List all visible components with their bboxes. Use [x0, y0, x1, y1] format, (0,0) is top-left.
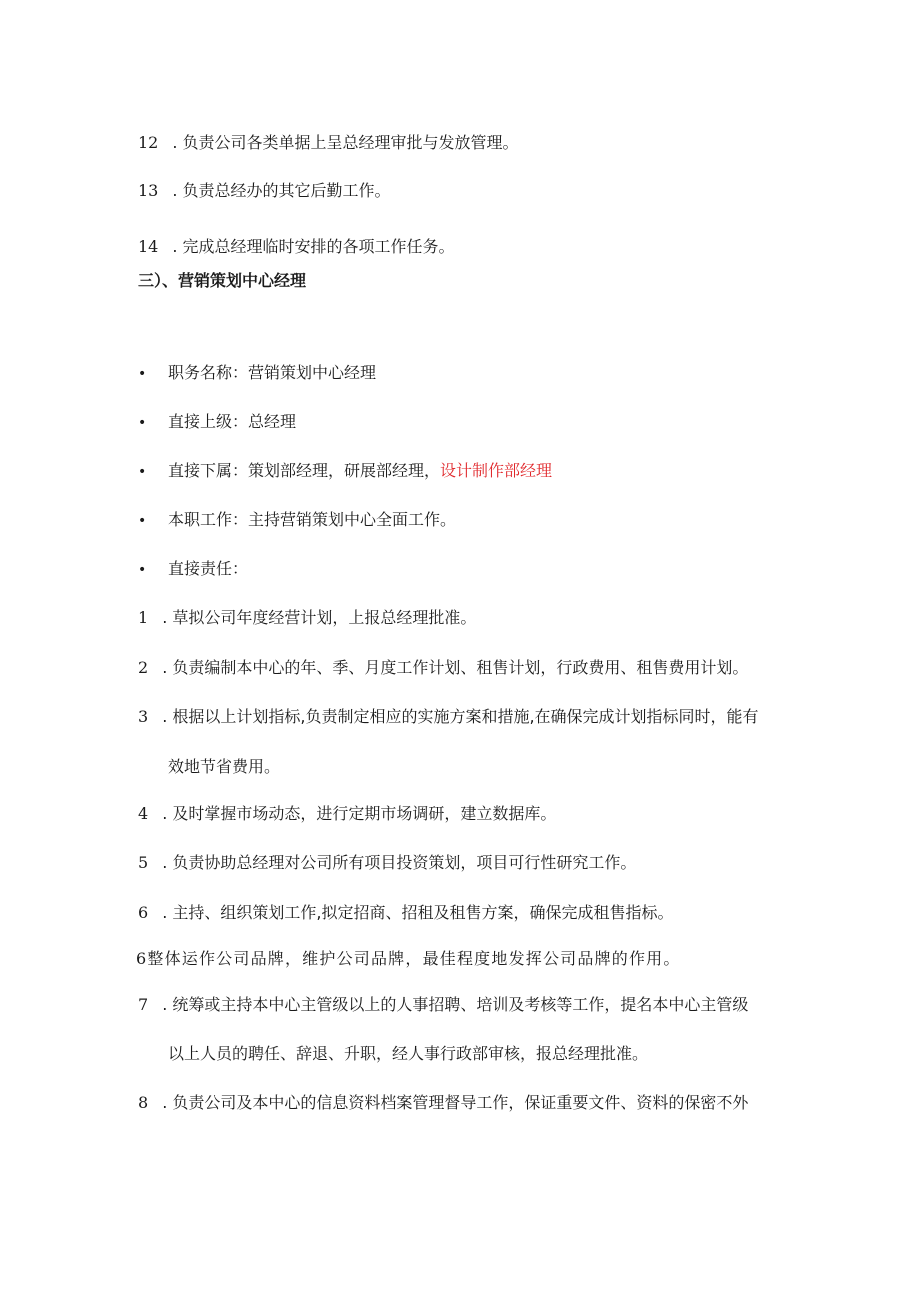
duty-item-3-continuation: 效地节省费用。	[168, 757, 281, 776]
item-text: . 主持、组织策划工作,拟定招商、招租及租售方案，确保完成租售指标。	[162, 903, 674, 922]
item-number: 8	[138, 1093, 149, 1112]
bullet-icon: •	[138, 366, 147, 382]
brand-duty-line: 6整体运作公司品牌，维护公司品牌，最佳程度地发挥公司品牌的作用。	[136, 949, 681, 968]
bullet-icon: •	[138, 562, 147, 578]
bullet-item	[138, 460, 552, 483]
item-number: 12	[138, 133, 159, 152]
item-number: 13	[138, 181, 159, 200]
bullet-text: 直接下属：策划部经理，研展部经理，	[168, 461, 441, 480]
list-item-13	[138, 180, 391, 202]
list-item-14	[138, 236, 455, 258]
duty-item-7-continuation: 以上人员的聘任、辞退、升职，经人事行政部审核，报总经理批准。	[168, 1044, 649, 1063]
item-text: . 完成总经理临时安排的各项工作任务。	[172, 237, 455, 256]
item-text: . 负责总经办的其它后勤工作。	[172, 181, 391, 200]
bullet-item	[138, 558, 248, 581]
item-number: 3	[138, 707, 149, 726]
bullet-text: 本职工作：主持营销策划中心全面工作。	[168, 510, 457, 529]
item-number: 4	[138, 804, 149, 823]
duty-item-5	[138, 852, 636, 874]
item-text: . 负责公司及本中心的信息资料档案管理督导工作，保证重要文件、资料的保密不外	[162, 1093, 749, 1112]
bullet-icon: •	[138, 415, 147, 431]
item-number: 14	[138, 237, 159, 256]
item-number: 5	[138, 853, 149, 872]
bullet-icon: •	[138, 513, 147, 529]
bullet-item	[138, 411, 296, 434]
item-text: . 负责协助总经理对公司所有项目投资策划，项目可行性研究工作。	[162, 853, 637, 872]
duty-item-6	[138, 902, 673, 924]
bullet-item	[138, 362, 376, 385]
item-text: . 根据以上计划指标,负责制定相应的实施方案和措施,在确保完成计划指标同时，能有	[162, 707, 759, 726]
bullet-item	[138, 509, 456, 532]
duty-item-4	[138, 803, 556, 825]
bullet-text: 直接上级：总经理	[168, 412, 297, 431]
item-text: . 及时掌握市场动态，进行定期市场调研，建立数据库。	[162, 804, 557, 823]
item-number: 2	[138, 658, 149, 677]
duty-item-1	[138, 607, 476, 629]
section-heading: 三）、营销策划中心经理	[138, 271, 307, 290]
duty-item-2	[138, 657, 748, 679]
item-number: 6	[138, 903, 149, 922]
item-number: 7	[138, 995, 149, 1014]
list-item-12	[138, 132, 519, 154]
item-text: . 负责编制本中心的年、季、月度工作计划、租售计划，行政费用、租售费用计划。	[162, 658, 749, 677]
item-text: . 统筹或主持本中心主管级以上的人事招聘、培训及考核等工作，提名本中心主管级	[162, 995, 749, 1014]
bullet-icon: •	[138, 464, 147, 480]
item-text: . 负责公司各类单据上呈总经理审批与发放管理。	[172, 133, 519, 152]
highlight-text: 设计制作部经理	[440, 461, 553, 480]
bullet-text: 直接责任：	[168, 559, 249, 578]
item-number: 1	[138, 608, 149, 627]
duty-item-7	[138, 994, 748, 1016]
bullet-text: 职务名称：营销策划中心经理	[168, 363, 377, 382]
duty-item-3	[138, 706, 759, 728]
item-text: . 草拟公司年度经营计划，上报总经理批准。	[162, 608, 477, 627]
duty-item-8	[138, 1092, 748, 1114]
